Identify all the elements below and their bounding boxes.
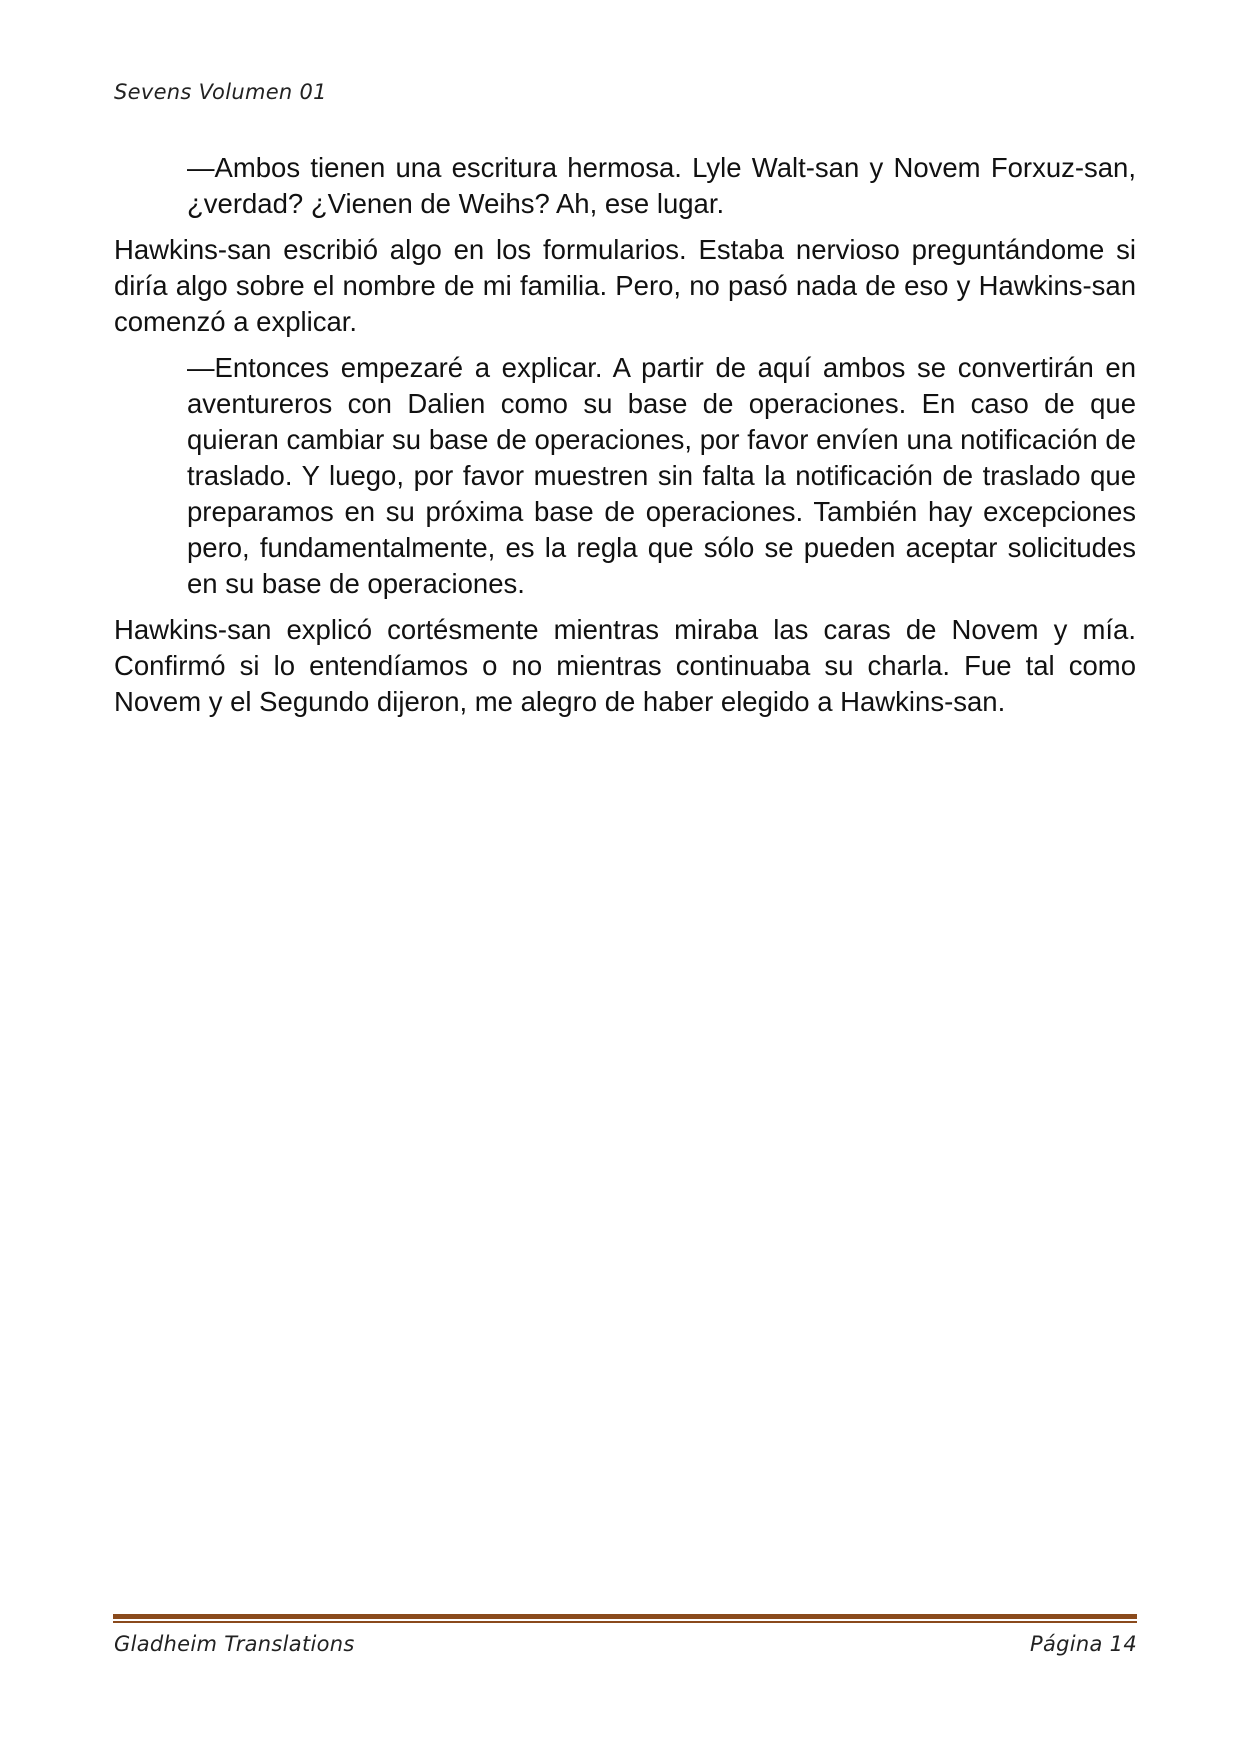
footer-publisher: Gladheim Translations bbox=[114, 1632, 355, 1656]
narrative-paragraph: Hawkins-san escribió algo en los formularios. Estaba nervioso preguntándome si diría algo sobre el nombre de mi familia. Pero, no pasó nada de eso y Hawkins-san comenzó a explicar. bbox=[114, 234, 1136, 337]
dialogue-paragraph: —Entonces empezaré a explicar. A partir de aquí ambos se convertirán en aventureros con Dalien como su base de operaciones. En caso de que quieran cambiar su base de operaciones, por favor envíen una notificación de traslado. Y luego, por favor muestren sin falta la notificación de traslado que preparamos en su próxima base de operaciones. También hay excepciones pero, fundamentalmente, es la regla que sólo se pueden aceptar solicitudes en su base de operaciones. bbox=[187, 352, 1136, 599]
footer-divider-thick-line bbox=[113, 1614, 1137, 1619]
footer-divider bbox=[113, 1614, 1137, 1624]
page-header-title: Sevens Volumen 01 bbox=[114, 80, 327, 104]
document-body bbox=[114, 150, 1136, 730]
footer-divider-thin-line bbox=[113, 1621, 1137, 1623]
footer-page-number: Página 14 bbox=[1030, 1632, 1137, 1656]
narrative-paragraph: Hawkins-san explicó cortésmente mientras miraba las caras de Novem y mía. Confirmó si lo entendíamos o no mientras continuaba su charla. Fue tal como Novem y el Segundo dijeron, me alegro de haber elegido a Hawkins-san. bbox=[114, 614, 1136, 717]
dialogue-paragraph: —Ambos tienen una escritura hermosa. Lyle Walt-san y Novem Forxuz-san, ¿verdad? ¿Vienen de Weihs? Ah, ese lugar. bbox=[187, 152, 1136, 219]
